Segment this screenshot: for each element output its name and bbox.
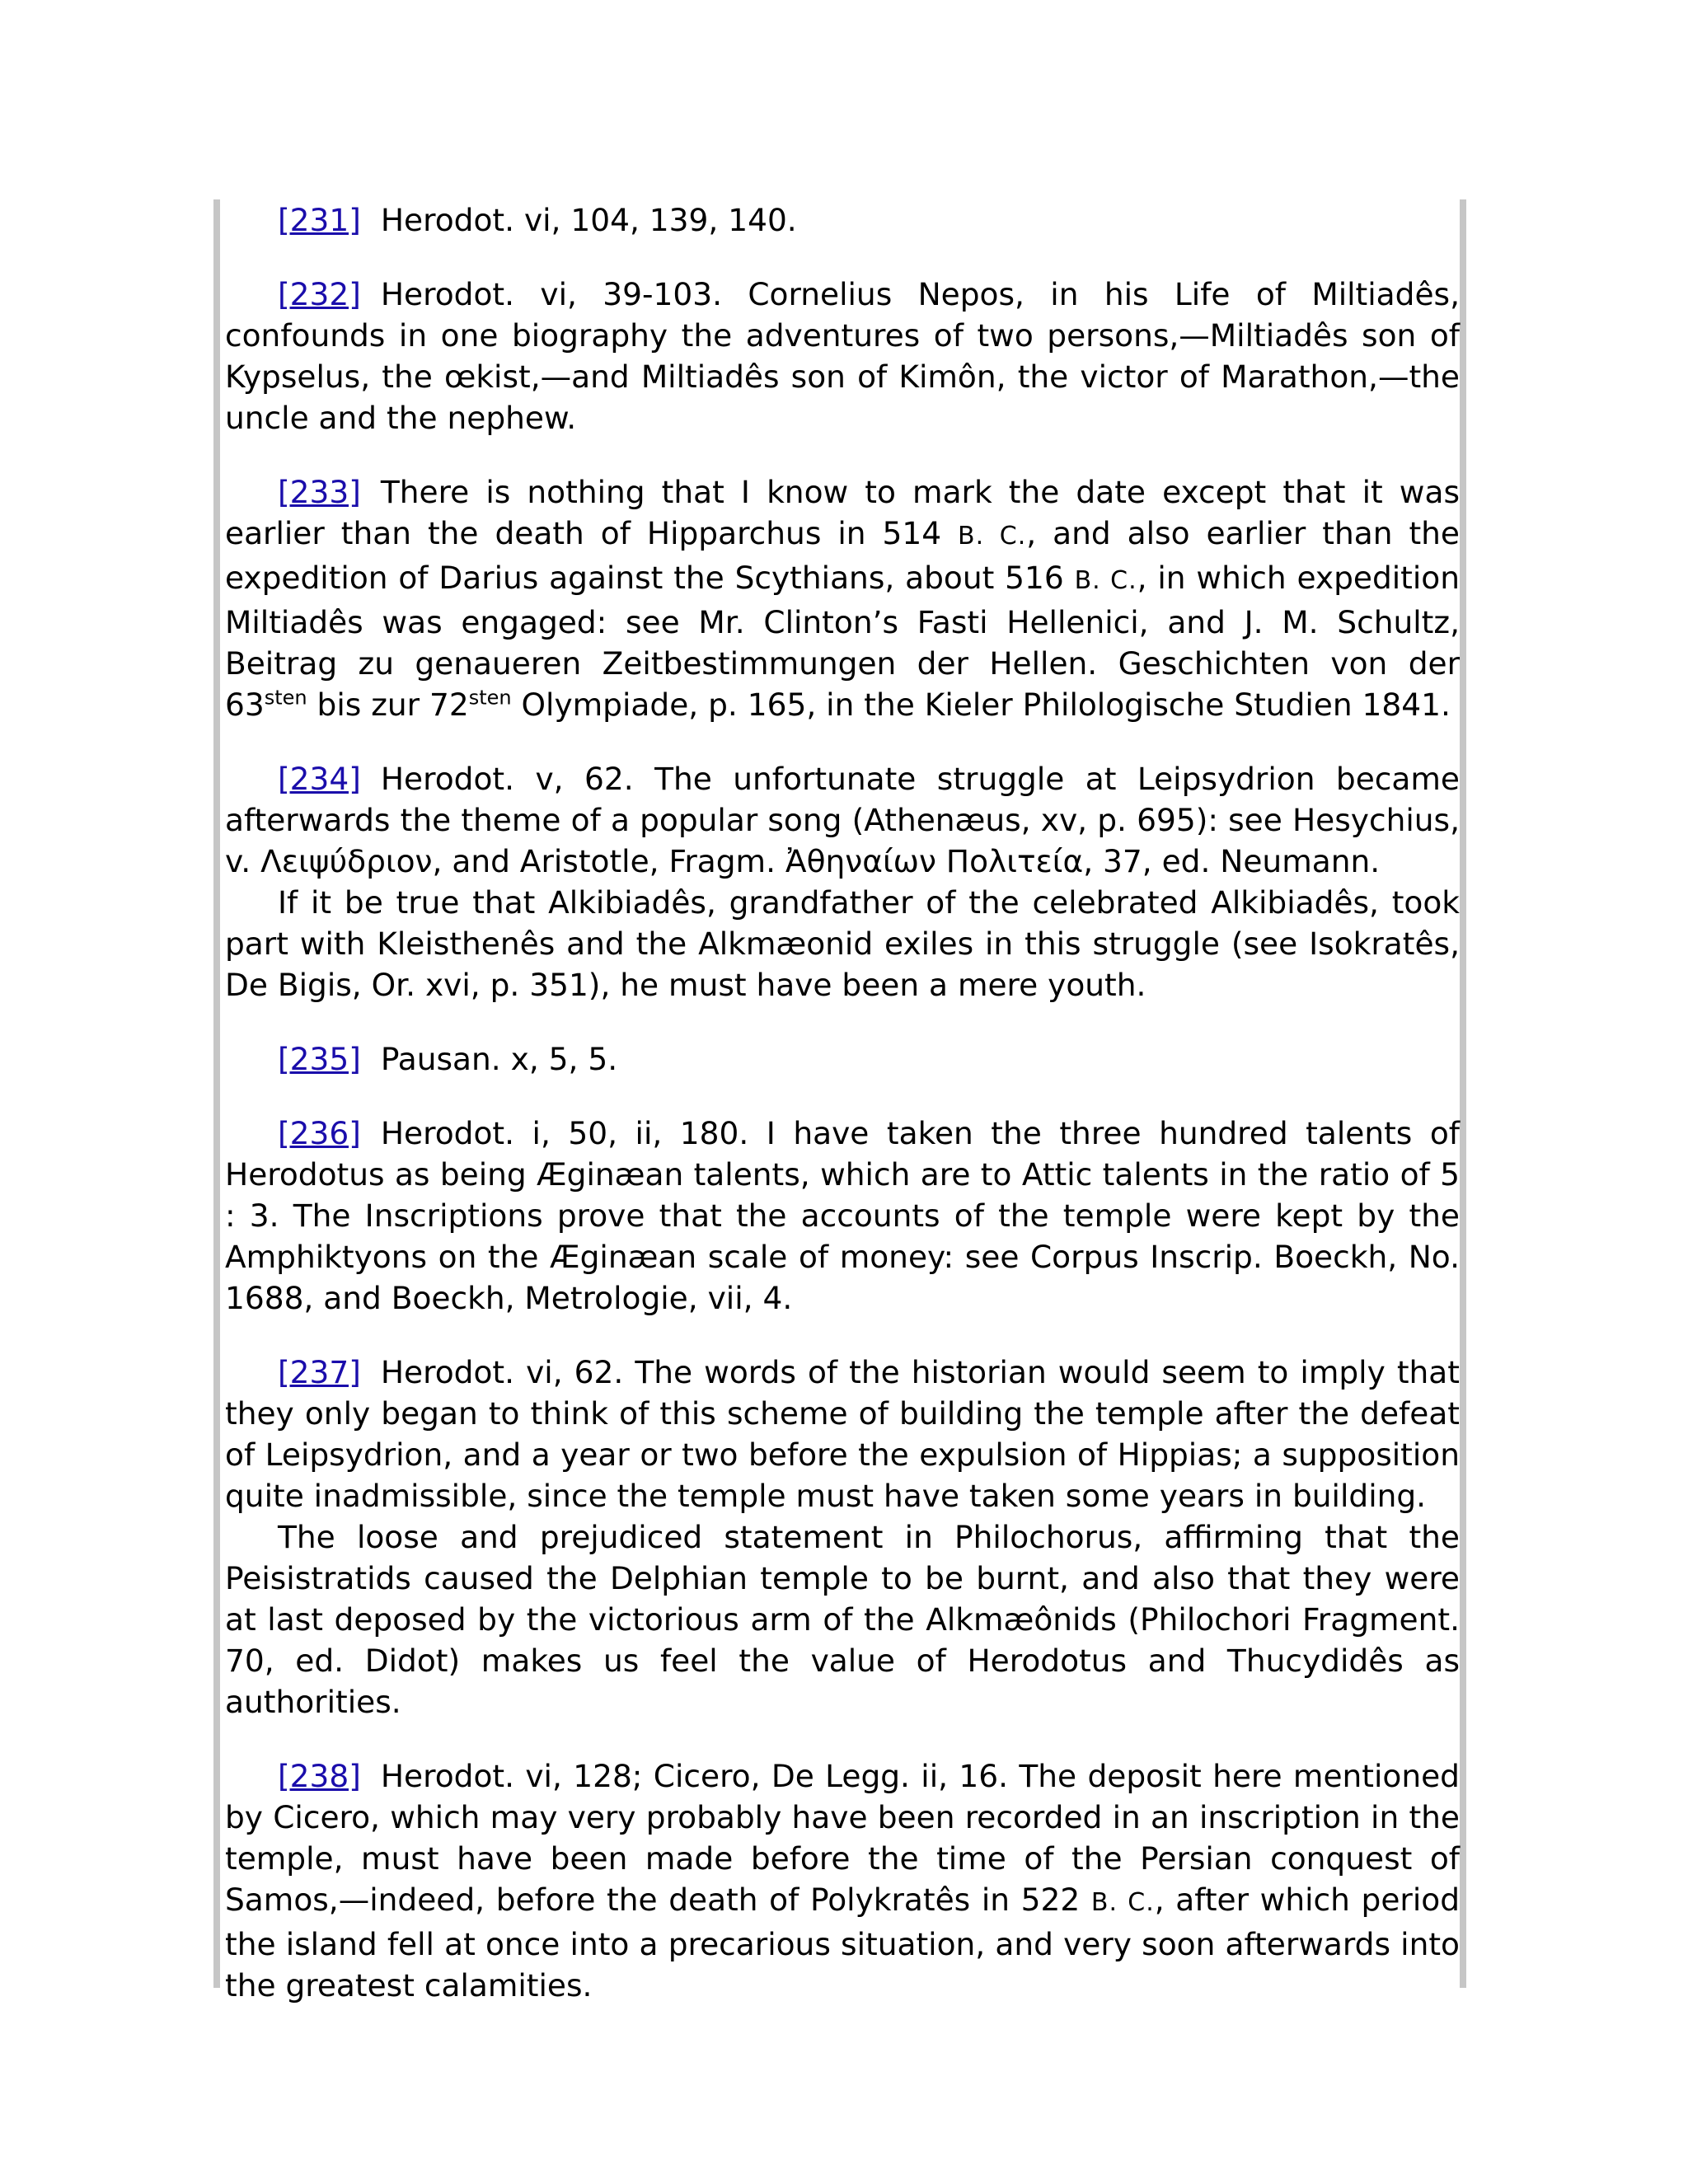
footnote-link-234[interactable]: [234] [278,761,361,797]
footnote-link-231[interactable]: [231] [278,202,361,238]
footnote-236 [225,1113,1460,1319]
footnote-text: bis zur 72 [307,687,469,723]
footnote-235 [225,1038,1460,1080]
era-abbreviation: B. C. [1074,566,1137,595]
footnotes-section [213,199,1466,2004]
footnote-paragraph: The loose and prejudiced statement in Philochorus, affirming that the Peisistratids caused the Delphian temple to be burnt, and also that they were at last deposed by the victorious arm of the Alkmæônids (Philochori Fragment. 70, ed. Didot) makes us feel the value of Herodotus and Thucydidês as authorities. [225,1519,1460,1720]
footnote-paragraph [225,758,1460,882]
footnote-233 [225,471,1460,725]
era-abbreviation: B. C. [958,522,1027,551]
footnote-link-238[interactable]: [238] [278,1758,361,1794]
footnote-text: Herodot. vi, 62. The words of the historian would seem to imply that they only began to think of this scheme of building the temple after the defeat of Leipsydrion, and a year or two before the expulsion of Hippias; a supposition quite inadmissible, since the temple must have taken some years in building. [225,1354,1460,1514]
footnote-text: Herodot. v, 62. The unfortunate struggle at Leipsydrion became afterwards the theme of a popular song (Athenæus, xv, p. 695): see Hesychius, v. Λειψύδριον, and Aristotle, Fragm. Ἀθηναίων Πολιτεία, 37, ed. Neumann. [225,761,1460,879]
footnote-238 [225,1755,1460,2006]
ordinal-suffix: sten [468,686,512,710]
footnote-234 [225,758,1460,1005]
footnote-link-232[interactable]: [232] [278,276,361,312]
footnote-text: Herodot. i, 50, ii, 180. I have taken the three hundred talents of Herodotus as being Æginæan talents, which are to Attic talents in the ratio of 5 : 3. The Inscriptions prove that the accounts of the temple were kept by the Amphiktyons on the Æginæan scale of money: see Corpus Inscrip. Boeckh, No. 1688, and Boeckh, Metrologie, vii, 4. [225,1115,1460,1316]
footnote-text: , and also earlier than the expedition of Darius against the Scythians, about 516 [225,515,1460,596]
footnote-232 [225,274,1460,438]
footnote-text: Herodot. vi, 128; Cicero, De Legg. ii, 16. The deposit here mentioned by Cicero, which may very probably have been recorded in an inscription in the temple, must have been made before the time of the Persian conquest of Samos,—indeed, before the death of Polykratês in 522 [225,1758,1460,1918]
footnote-text: There is nothing that I know to mark the date except that it was earlier than the death of Hipparchus in 514 [225,474,1460,551]
footnote-text: Olympiade, p. 165, in the Kieler Philologische Studien 1841. [511,687,1451,723]
footnote-237 [225,1352,1460,1722]
footnote-link-236[interactable]: [236] [278,1115,361,1151]
era-abbreviation: B. C. [1090,1888,1155,1917]
ordinal-suffix: sten [264,686,307,710]
footnote-text: Pausan. x, 5, 5. [380,1041,618,1077]
footnote-paragraph: If it be true that Alkibiadês, grandfather of the celebrated Alkibiadês, took part with Kleisthenês and the Alkmæonid exiles in this struggle (see Isokratês, De Bigis, Or. xvi, p. 351), he must have been a mere youth. [225,884,1460,1003]
footnote-paragraph [225,1352,1460,1516]
footnote-text: Herodot. vi, 39-103. Cornelius Nepos, in his Life of Miltiadês, confounds in one biography the adventures of two persons,—Miltiadês son of Kypselus, the œkist,—and Miltiadês son of Kimôn, the victor of Marathon,—the uncle and the nephew. [225,276,1460,436]
footnote-text: Herodot. vi, 104, 139, 140. [380,202,797,238]
footnote-text: , after which period the island fell at once into a precarious situation, and very soon afterwards into the greatest calamities. [225,1882,1460,2004]
footnote-link-237[interactable]: [237] [278,1354,361,1390]
footnote-231 [225,199,1460,241]
footnote-link-235[interactable]: [235] [278,1041,361,1077]
footnote-link-233[interactable]: [233] [278,474,361,510]
footnote-text: , in which expedition Miltiadês was engaged: see Mr. Clinton’s Fasti Hellenici, and J. M. Schultz, Beitrag zu genaueren Zeitbestimmungen der Hellen. Geschichten von der 63 [225,560,1461,723]
